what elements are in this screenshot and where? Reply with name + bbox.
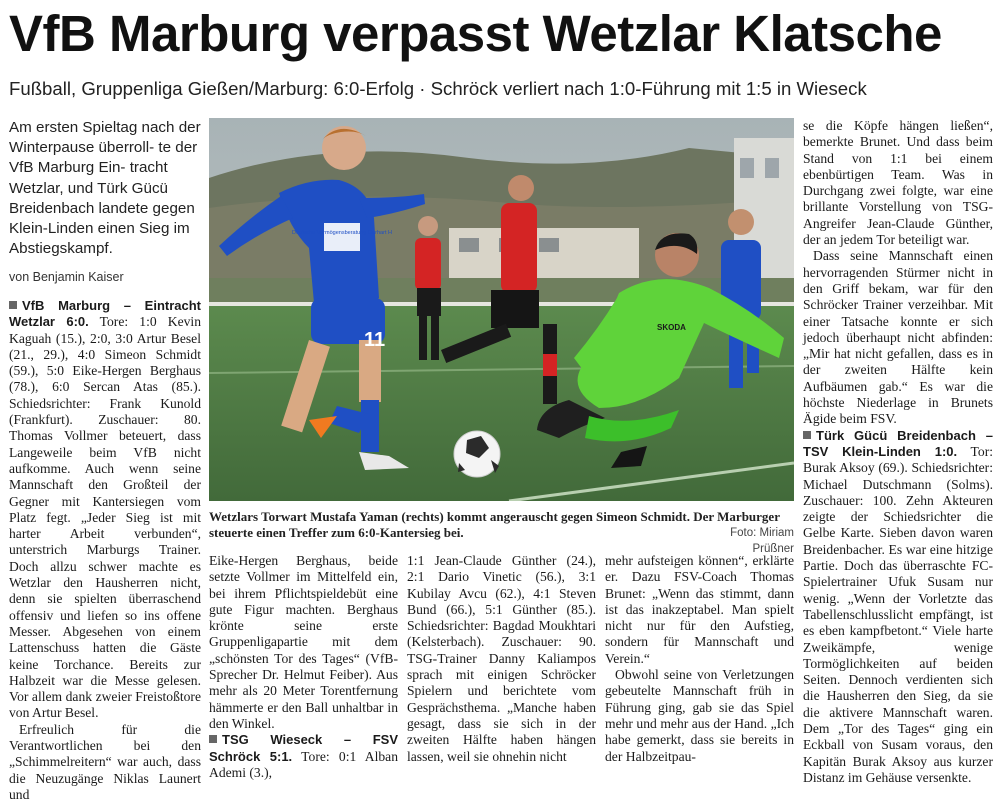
- article-column-5: [803, 118, 993, 786]
- photo-credit: Foto: Miriam Prüßner: [730, 527, 794, 555]
- paragraph: Erfreulich für die Verantwortlichen bei den „Schimmelreitern“ war auch, dass die Neuzugänge Niklas Launert und: [9, 721, 201, 802]
- result-wieseck-schroeck: [209, 732, 398, 781]
- football: [454, 431, 500, 477]
- result-text: Tore: 0:1 Alban Ademi (3.),: [209, 748, 398, 780]
- match-photo: [209, 118, 794, 501]
- article-column-1: [9, 298, 201, 803]
- paragraph: se die Köpfe hängen ließen“, bemerkte Brunet. Und dass beim Stand von 1:1 bei einem ebenbürtigen Team. Was in Durchgang zwei folgte, war eine brillante Vorstellung von TSG-Angreifer Jean-Claude Günther, der an jedem Tor beteiligt war.: [803, 118, 993, 248]
- result-text: Tore: 1:0 Kevin Kaguah (15.), 2:0, 3:0 Artur Besel (21., 29.), 4:0 Simeon Schmidt (59.), 5:0 Eike-Hergen Berghaus (78.), 6:0 Sercan Atas (85.). Schiedsrichter: Frank Kunold (Frankfurt). Zuschauer: 80. Thomas Vollmer beteuert, dass Langeweile beim VfB nicht aufkomme. Auch wenn seine Mannschaft den Großteil der Gegner mit Kantersiegen vom Platz fegt. „Jeder Sieg ist mit harter Arbeit verbunden“, unterstrich Marburgs Trainer. Doch allzu schwer machte es Wetzlar den Hausherren nicht, denn sie spielten überraschend offensiv und liefen so ins offene Messer. Abgesehen von einem Lattenschuss hatten die Gäste keine Torchance. Bereits zur Halbzeit war die Messe gelesen. Vor allem dank zweier Freistoßtore von Artur Besel.: [9, 314, 201, 721]
- result-text: Tor: Burak Aksoy (69.). Schiedsrichter: Michael Dutschmann (Solms). Zuschauer: 100. Zehn Akteuren zeigte der Schiedsrichter die Gelbe Karte. Sieben davon waren Breidenbacher. Es war eine hitzige Partie. Doch das überraschte FC-Spielertrainer Ufuk Susam nur wenig. „Wenn der Vorletzte das Tabellenschlusslicht empfängt, ist es eben kampfbetont.“ Viele harte Zweikämpfe, wenige Tormöglichkeiten auf beiden Seiten. Dennoch verdienten sich die Hausherren den Sieg, da sie die aktivere Mannschaft waren. Dem „Tor des Tages“ ging ein Eckball von Susam voraus, den Kapitän Burak Aksoy aus kurzer Distanz im Gehäuse versenkte.: [803, 443, 994, 785]
- square-bullet-icon: [9, 301, 17, 309]
- result-heading: Türk Gücü Breidenbach – TSV Klein-Linden 1:0.: [803, 427, 993, 459]
- article-column-2: [209, 553, 398, 781]
- result-heading: TSG Wieseck – FSV Schröck 5:1.: [209, 732, 398, 764]
- paragraph: Obwohl seine von Verletzungen gebeutelte Mannschaft früh in Führung ging, gab sie das Spiel mehr und mehr aus der Hand. „Ich habe gemerkt, dass sie bereits in der Halbzeitpau-: [605, 667, 794, 764]
- shirt-sponsor: Deutsche Vermögensberatung Gerhart H: [292, 230, 392, 236]
- square-bullet-icon: [209, 735, 217, 743]
- headline: VfB Marburg verpasst Wetzlar Klatsche: [9, 5, 942, 62]
- result-breidenbach-kleinlinden: [803, 428, 993, 787]
- paragraph: 1:1 Jean-Claude Günther (24.), 2:1 Dario Vinetic (56.), 3:1 Kubilay Avcu (62.), 4:1 Steven Bund (66.), 5:1 Günther (85.). Schiedsrichter: Bagdad Moukhtari (Kelsterbach). Zuschauer: 90. TSG-Trainer Danny Kaliampos sprach mit einigen Schröcker Spielern und berichtete vom Gesprächsthema. „Manche haben gesagt, dass sie sich in der zweiten Hälfte haben hängen lassen, weil sie ohnehin nicht: [407, 553, 596, 764]
- photo-caption: Wetzlars Torwart Mustafa Yaman (rechts) kommt angerauscht gegen Simeon Schmidt. Der Marburger steuerte einen Treffer zum 6:0-Kantersieg bei.: [209, 509, 780, 540]
- shirt-number: 11: [364, 329, 386, 351]
- article-column-4: [605, 553, 794, 765]
- lead-paragraph: Am ersten Spieltag nach der Winterpause überroll- te der VfB Marburg Ein- tracht Wetzlar, und Türk Gücü Breidenbach landete gegen Klein-Linden einen Sieg im Abstiegskampf.: [9, 119, 201, 258]
- byline: von Benjamin Kaiser: [9, 270, 124, 284]
- subheadline: Fußball, Gruppenliga Gießen/Marburg: 6:0-Erfolg · Schröck verliert nach 1:0-Führung mit 1:5 in Wieseck: [9, 78, 867, 99]
- paragraph: Eike-Hergen Berghaus, beide setzte Vollmer im Mittelfeld ein, bei ihrem Pflichtspieldebüt eine gute Figur machten. Berghaus krönte seine erste Gruppenligapartie mit dem „schönsten Tor des Tages“ (VfB-Sprecher Dr. Helmut Feiber). Aus mehr als 20 Meter Torentfernung hämmerte er den Ball unhaltbar in den Winkel.: [209, 553, 398, 731]
- paragraph: Dass seine Mannschaft einen hervorragenden Stürmer nicht in den Griff bekam, war für den Schröcker Trainer verzeihbar. Mit einer Tatsache konnte er sich jedoch überhaupt nicht abfinden: „Mir hat nicht gefallen, dass es in der zweiten Hälfte kein Aufbäumen gab.“ Es war die höchste Niederlage in Brunets Ägide beim FSV.: [803, 248, 993, 427]
- paragraph: mehr aufsteigen können“, erklärte er. Dazu FSV-Coach Thomas Brunet: „Wenn das stimmt, dann ist das inakzeptabel. Man spielt nicht nur für den Aufstieg, sondern für Mannschaft und Verein.“: [605, 553, 794, 666]
- result-heading: VfB Marburg – Eintracht Wetzlar 6:0.: [9, 298, 201, 330]
- result-vfb-wetzlar: [9, 298, 201, 722]
- article-column-3: [407, 553, 596, 765]
- keeper-sponsor: SKODA: [657, 323, 686, 332]
- square-bullet-icon: [803, 431, 811, 439]
